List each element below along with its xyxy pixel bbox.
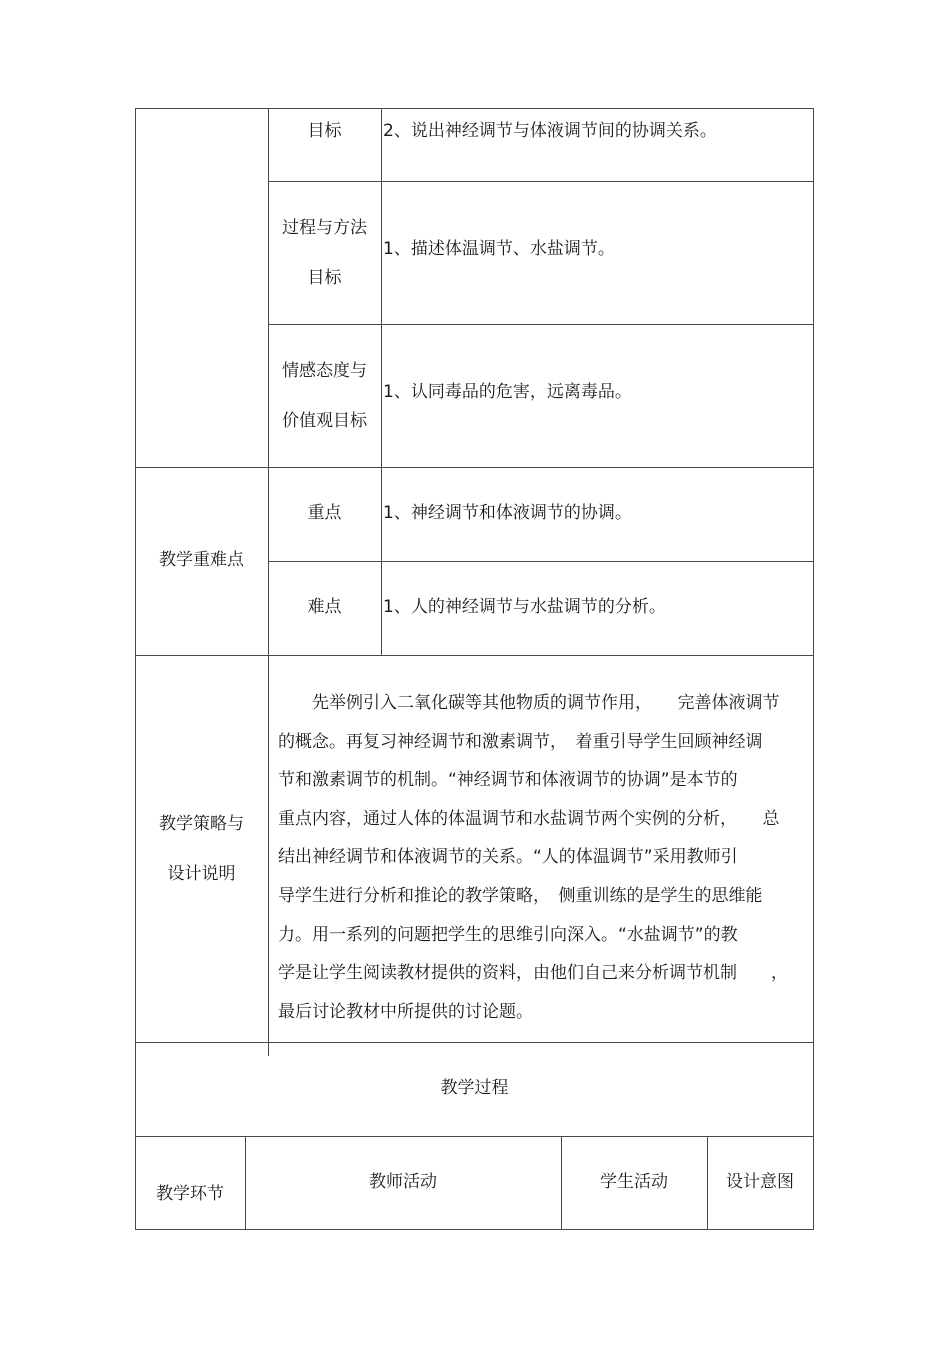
strategy-line: 重点内容，通过人体的体温调节和水盐调节两个实例的分析， 总: [278, 808, 780, 829]
key-point-content: 1、神经调节和体液调节的协调。: [383, 503, 632, 524]
strategy-line: 节和激素调节的机制。“神经调节和体液调节的协调”是本节的: [278, 770, 738, 791]
strategy-line: 先举例引入二氧化碳等其他物质的调节作用， 完善体液调节: [278, 693, 780, 713]
process-objective-label-line2: 目标: [307, 267, 342, 288]
process-title: 教学过程: [440, 1078, 509, 1099]
process-objective-label: [268, 181, 381, 324]
process-objective-label-line1: 过程与方法: [282, 217, 367, 238]
strategy-line: 最后讨论教材中所提供的讨论题。: [278, 1001, 533, 1022]
emotion-objective-label: [268, 324, 381, 467]
process-objective-content: 1、描述体温调节、水盐调节。: [383, 239, 615, 260]
column-header-teacher: 教师活动: [369, 1172, 437, 1193]
difficult-point-content: 1、人的神经调节与水盐调节的分析。: [383, 597, 666, 618]
strategy-label: [135, 655, 268, 1042]
strategy-label-line2: 设计说明: [167, 863, 236, 884]
strategy-label-line1: 教学策略与: [159, 813, 244, 834]
column-header-student: 学生活动: [600, 1172, 668, 1193]
key-point-label: 重点: [307, 503, 342, 524]
strategy-line: 的概念。再复习神经调节和激素调节， 着重引导学生回顾神经调: [278, 731, 763, 752]
strategy-line: 结出神经调节和体液调节的关系。“人的体温调节”采用教师引: [278, 847, 738, 868]
knowledge-objective-label: 目标: [307, 120, 342, 141]
column-header-intent: 设计意图: [726, 1172, 794, 1193]
difficult-point-label: 难点: [307, 597, 342, 618]
key-difficult-label: 教学重难点: [159, 550, 244, 571]
strategy-line: 力。用一系列的问题把学生的思维引向深入。“水盐调节”的教: [278, 924, 738, 945]
emotion-objective-label-line1: 情感态度与: [282, 360, 367, 381]
column-header-stage: 教学环节: [156, 1184, 224, 1205]
knowledge-objective-content: 2、说出神经调节与体液调节间的协调关系。: [383, 120, 717, 141]
border-col2: [381, 108, 382, 656]
emotion-objective-label-line2: 价值观目标: [282, 410, 367, 431]
strategy-line: 学是让学生阅读教材提供的资料，由他们自己来分析调节机制 ，: [278, 963, 788, 984]
strategy-line: 导学生进行分析和推论的教学策略， 侧重训练的是学生的思维能: [278, 885, 763, 906]
emotion-objective-content: 1、认同毒品的危害，远离毒品。: [383, 382, 632, 403]
strategy-description: [278, 684, 808, 1031]
